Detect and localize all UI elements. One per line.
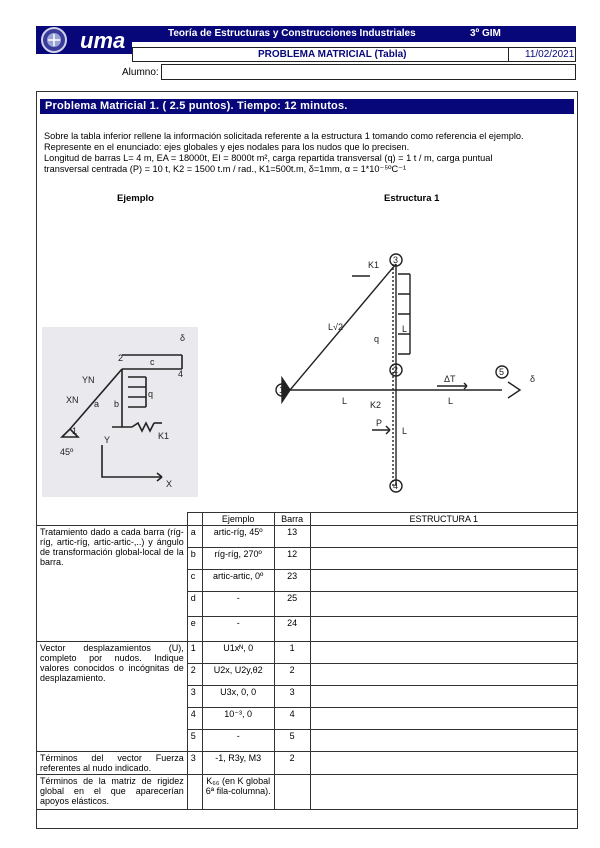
header-ejemplo: Ejemplo (202, 513, 274, 526)
answer-cell[interactable] (310, 686, 577, 708)
example-disp: δ (180, 333, 186, 343)
course-title: Teoría de Estructuras y Construcciones Industriales (168, 28, 416, 39)
bar-value: 5 (274, 730, 310, 752)
table-header-row (37, 513, 578, 526)
structure-q: q (374, 334, 380, 344)
table-row (37, 642, 578, 664)
example-bar-b: b (114, 399, 120, 409)
example-value: U1xᴺ, 0 (202, 642, 274, 664)
example-label: Ejemplo (117, 193, 154, 204)
structure-node-3: 3 (393, 255, 399, 265)
course-level: 3º GIM (470, 28, 501, 39)
example-value: K₆₆ (en K global 6ª fila-columna). (202, 775, 274, 810)
problem-heading: Problema Matricial 1. ( 2.5 puntos). Tiempo: 12 minutos. (45, 100, 348, 112)
structure-len-top: L (402, 324, 408, 334)
example-node-1: 1 (72, 426, 78, 436)
answer-cell[interactable] (310, 592, 577, 617)
example-axis-x: X (166, 479, 173, 489)
example-node-4: 4 (178, 369, 184, 379)
example-value: - (202, 730, 274, 752)
table-row (37, 752, 578, 775)
row-key: a (187, 526, 202, 548)
bar-value: 4 (274, 708, 310, 730)
bar-value: 23 (274, 570, 310, 592)
structure-len-right: L (448, 396, 454, 406)
date: 11/02/2021 (525, 49, 575, 60)
row-key (187, 775, 202, 810)
example-bar-c: c (150, 357, 155, 367)
answer-cell[interactable] (310, 664, 577, 686)
row-key: 1 (187, 642, 202, 664)
header-estructura: ESTRUCTURA 1 (310, 513, 577, 526)
row-key: 2 (187, 664, 202, 686)
example-load-q: q (148, 389, 154, 399)
section-description: Vector desplazamientos (U), completo por nudos. Indique valores conocidos o incógnitas de desplazamiento. (37, 642, 188, 752)
statement-line-1: Sobre la tabla inferior rellene la información solicitada referente a la estructura 1 tomando como referencia el ejemplo. (44, 131, 524, 141)
example-angle: 45º (60, 447, 74, 457)
table-row (37, 775, 578, 810)
bar-value: 12 (274, 548, 310, 570)
structure-dt: ΔT (444, 374, 456, 384)
example-value: U2x, U2y,θ2 (202, 664, 274, 686)
structure-len-left: L (342, 396, 348, 406)
row-key: d (187, 592, 202, 617)
example-value: - (202, 592, 274, 617)
example-value: artic-artic, 0º (202, 570, 274, 592)
structure-label: Estructura 1 (384, 193, 440, 204)
bar-value: 25 (274, 592, 310, 617)
results-table (36, 512, 578, 810)
answer-cell[interactable] (310, 570, 577, 592)
example-value: artic-ríg, 45º (202, 526, 274, 548)
bar-value: 24 (274, 617, 310, 642)
structure-len-diag: L√2 (328, 322, 343, 332)
student-name-field[interactable] (161, 64, 576, 80)
example-axis-y: Y (104, 435, 111, 445)
answer-cell[interactable] (310, 752, 577, 775)
example-local-y: YN (82, 375, 95, 385)
student-label: Alumno: (122, 67, 159, 78)
row-key: 3 (187, 686, 202, 708)
section-description: Tratamiento dado a cada barra (ríg-ríg, artic-ríg, artic-artic-,..) y ángulo de transformación global-local de la barra. (37, 526, 188, 642)
row-key: b (187, 548, 202, 570)
problem-type-title: PROBLEMA MATRICIAL (Tabla) (258, 49, 407, 60)
structure-p: P (376, 418, 383, 428)
answer-cell[interactable] (310, 730, 577, 752)
structure-node-4: 4 (393, 481, 399, 491)
row-key: 3 (187, 752, 202, 775)
section-description: Términos del vector Fuerza referentes al nudo indicado. (37, 752, 188, 775)
example-figure (42, 327, 198, 497)
row-key: 4 (187, 708, 202, 730)
statement-line-2: Represente en el enunciado: ejes globales y ejes nodales para los nudos que lo precisen. (44, 142, 410, 152)
university-seal-icon (40, 26, 68, 54)
example-value: U3x, 0, 0 (202, 686, 274, 708)
example-value: - (202, 617, 274, 642)
bar-value: 1 (274, 642, 310, 664)
structure-delta: δ (530, 374, 536, 384)
example-value: ríg-ríg, 270º (202, 548, 274, 570)
answer-cell[interactable] (310, 548, 577, 570)
row-key: e (187, 617, 202, 642)
logo-text: uma (80, 28, 126, 53)
structure-node-2: 2 (393, 365, 399, 375)
answer-cell[interactable] (310, 708, 577, 730)
section-description: Términos de la matriz de rigidez global en el que aparecerían apoyos elásticos. (37, 775, 188, 810)
example-bar-a: a (94, 399, 100, 409)
example-value: 10⁻³, 0 (202, 708, 274, 730)
statement-line-3: Longitud de barras L= 4 m, EA = 18000t, EI = 8000t m², carga repartida transversal (q) = 1 t / m, carga puntual (44, 153, 493, 163)
bar-value: 2 (274, 664, 310, 686)
structure-k1: K1 (368, 260, 380, 270)
example-node-2: 2 (118, 353, 124, 363)
statement-line-4: transversal centrada (P) = 10 t, K2 = 1500 t.m / rad., K1=500t.m, δ=1mm, α = 1*10⁻⁵ºC⁻¹ (44, 164, 407, 174)
structure-figure (262, 250, 562, 498)
structure-node-5: 5 (499, 367, 505, 377)
structure-node-1: 1 (279, 385, 285, 395)
structure-k2: K2 (370, 400, 382, 410)
row-key: 5 (187, 730, 202, 752)
header-barra: Barra (274, 513, 310, 526)
answer-cell[interactable] (310, 642, 577, 664)
structure-len-bottom: L (402, 426, 408, 436)
example-value: -1, R3y, M3 (202, 752, 274, 775)
bar-value: 13 (274, 526, 310, 548)
row-key: c (187, 570, 202, 592)
answer-cell[interactable] (310, 617, 577, 642)
table-row (37, 526, 578, 548)
bar-value: 3 (274, 686, 310, 708)
bar-value (274, 775, 310, 810)
answer-cell[interactable] (310, 775, 577, 810)
answer-cell[interactable] (310, 526, 577, 548)
example-spring: K1 (158, 431, 170, 441)
example-local-x: XN (66, 395, 79, 405)
bar-value: 2 (274, 752, 310, 775)
